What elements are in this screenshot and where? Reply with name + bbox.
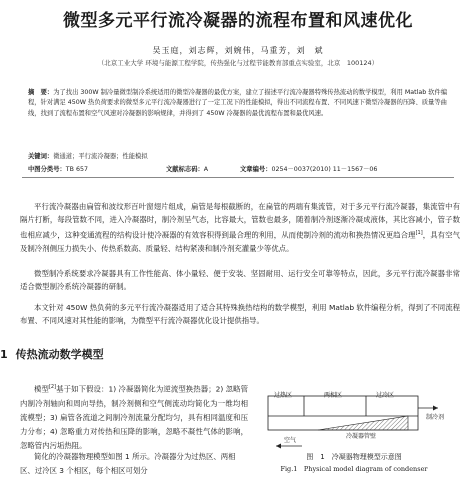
figure-1 bbox=[254, 380, 454, 490]
doc-code-label: 文献标志码： bbox=[166, 166, 204, 173]
doc-code-field bbox=[166, 164, 208, 173]
doc-code-value: A bbox=[203, 166, 209, 173]
clc-label: 中图分类号： bbox=[28, 166, 66, 173]
keywords bbox=[28, 151, 452, 160]
abstract-label: 摘 要： bbox=[28, 89, 54, 96]
figure-caption-cn: 图 1 冷凝器物理模型示意图 bbox=[306, 453, 402, 461]
air-arrow-head bbox=[276, 444, 281, 449]
affiliation: （北京工业大学 环境与能源工程学院，传热强化与过程节能教育部重点实验室，北京 100124） bbox=[97, 59, 379, 67]
paper-title: 微型多元平行流冷凝器的流程布置和风速优化 bbox=[63, 11, 413, 31]
section-number: 1 bbox=[0, 348, 8, 361]
header-divider bbox=[22, 177, 454, 178]
body-paragraph-3: 本文针对 450W 热负荷的多元平行流冷凝器适用了适合其特殊换热结构的数学模型，利用 Matlab 软件编程分析，得到了不同流程布置、不同风速对其性能的影响，为微型平行流冷凝器优化设计提供指导。 bbox=[20, 303, 460, 326]
article-number-value: 0254－0037(2010) 11－1567－06 bbox=[271, 166, 378, 173]
clc-value: TB 657 bbox=[65, 166, 88, 173]
body-paragraph-2: 微型制冷系统要求冷凝器具有工作性能高、体小量轻、便于安装、坚固耐用、运行安全可靠等特点，因此，多元平行流冷凝器非常适合微型制冷系统冷凝器的研制。 bbox=[20, 269, 460, 292]
model-assumptions-text: 基于如下假设：1) 冷凝器简化为逆流型换热器；2) 忽略管内制冷剂轴向和周向导热，制冷剂侧和空气侧流动均简化为一维均相流模型；3) 扁管各流道之间制冷剂流量分配均匀，具有相同温度和压力分布；4) 忽略重力对传热和压降的影响，忽略不凝性气体的影响，忽略管内污垢热阻。 bbox=[20, 384, 248, 451]
p1-citation: [1] bbox=[415, 229, 423, 236]
refrigerant-arrow-head bbox=[433, 406, 438, 411]
body-paragraph-1 bbox=[20, 200, 460, 255]
author-list: 吴玉庭，刘志辉，刘婉伟，马重芳，刘 斌 bbox=[152, 46, 324, 55]
p1-text: 平行流冷凝器由扁管和波纹形百叶窗翅片组成，扁管是每根截断的，在扁管的两端有集流管，对于多元平行流冷凝器，集流管中有隔片打断，每段管数不同，进入冷凝器时，制冷剂呈气态，比容最大，管数也最多，随着制冷剂逐渐冷凝成液体，其比容减小，管子数也相应减少，这种变通流程的结构设计使冷凝器的有效容积得到最合理的利用，从而使制冷剂的流动和换热情况更趋合理 bbox=[20, 202, 460, 240]
label-air: 空气 bbox=[284, 437, 297, 444]
model-citation: [2] bbox=[48, 384, 57, 390]
label-refrigerant: 制冷剂 bbox=[426, 414, 445, 421]
clc-field bbox=[28, 164, 88, 173]
section-title: 传热流动数学模型 bbox=[15, 348, 104, 361]
article-number-field bbox=[240, 164, 377, 173]
classification-line bbox=[28, 164, 452, 174]
label-superheat: 过热区 bbox=[274, 392, 293, 399]
model-paragraph-2: 简化的冷凝器物理模型如图 1 所示。冷凝器分为过热区、两相区、过冷区 3 个相区，每个相区可划分 bbox=[20, 452, 236, 476]
p1-text-end: ，具有空气及制冷剂侧压力损失小、传热系数高、质量轻、结构紧凑和制冷剂充灌量少等优点。 bbox=[20, 230, 460, 253]
label-twophase: 两相区 bbox=[324, 392, 343, 399]
model-assumptions bbox=[20, 380, 248, 453]
label-subcool: 过冷区 bbox=[376, 392, 395, 399]
abstract bbox=[28, 88, 452, 119]
abstract-text: 为了找出 300W 制冷量微型制冷系统适用的微型冷凝器的最优方案，建立了描述平行流冷凝器特殊传热流动的数学模型，利用 Matlab 软件编程，针对满足 450W 热负荷要求的微型多元平行流冷凝器进行了一定工况下的性能模拟，得出不同流程布置、不同风速下微型冷凝器的压降、质量等曲线，找到了流程布置和空气风速对冷凝器的影响规律，并得到了 450W 冷凝器的最优流程布置和最优风速。 bbox=[28, 89, 448, 117]
model-lead: 模型 bbox=[34, 384, 49, 394]
section-heading bbox=[0, 346, 104, 362]
label-wall: 冷凝器管壁 bbox=[346, 433, 377, 440]
keywords-text: 微通道；平行流冷凝器；性能模拟 bbox=[53, 153, 148, 160]
keywords-label: 关键词： bbox=[28, 153, 54, 160]
figure-caption-en: Fig.1 Physical model diagram of condenser bbox=[280, 465, 428, 473]
article-number-label: 文章编号： bbox=[240, 166, 272, 173]
